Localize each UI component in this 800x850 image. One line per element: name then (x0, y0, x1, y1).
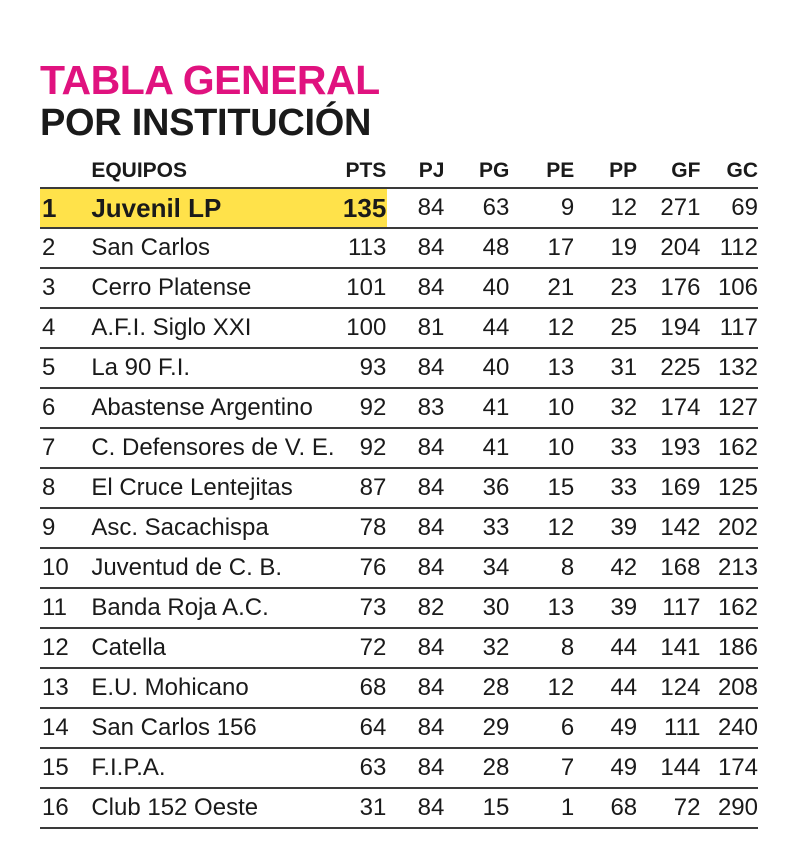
cell-gc: 290 (700, 788, 758, 828)
cell-pg: 36 (444, 468, 509, 508)
cell-gc: 127 (700, 388, 758, 428)
table-row (40, 388, 758, 428)
cell-pts: 92 (335, 428, 388, 468)
table-row (40, 428, 758, 468)
cell-gf: 194 (637, 308, 700, 348)
cell-gf: 144 (637, 748, 700, 788)
cell-pj: 84 (387, 508, 444, 548)
cell-pp: 39 (574, 588, 637, 628)
cell-team: San Carlos 156 (91, 708, 334, 748)
page-subtitle: POR INSTITUCIÓN (40, 102, 372, 144)
cell-pg: 32 (444, 628, 509, 668)
cell-rank: 10 (40, 548, 91, 588)
table-row (40, 668, 758, 708)
header-pp: PP (609, 158, 638, 182)
cell-gc: 162 (700, 588, 758, 628)
cell-pp: 44 (574, 668, 637, 708)
cell-team: Juventud de C. B. (91, 548, 334, 588)
cell-team: Juvenil LP (91, 188, 334, 228)
cell-gc: 162 (700, 428, 758, 468)
cell-gf: 176 (637, 268, 700, 308)
cell-pg: 40 (444, 348, 509, 388)
header-gf: GF (671, 158, 701, 182)
cell-gc: 69 (700, 188, 758, 228)
cell-pp: 25 (574, 308, 637, 348)
cell-pts: 68 (335, 668, 388, 708)
cell-pj: 84 (387, 268, 444, 308)
cell-pe: 13 (509, 588, 574, 628)
cell-pe: 17 (509, 228, 574, 268)
cell-rank: 13 (40, 668, 91, 708)
cell-pj: 82 (387, 588, 444, 628)
cell-rank: 16 (40, 788, 91, 828)
cell-rank: 9 (40, 508, 91, 548)
cell-gf: 174 (637, 388, 700, 428)
cell-pg: 28 (444, 748, 509, 788)
cell-pp: 49 (574, 708, 637, 748)
cell-gf: 271 (637, 188, 700, 228)
cell-rank: 14 (40, 708, 91, 748)
cell-pj: 84 (387, 188, 444, 228)
header-pg: PG (478, 158, 510, 182)
cell-team: E.U. Mohicano (91, 668, 334, 708)
cell-pts: 101 (335, 268, 388, 308)
cell-pj: 83 (387, 388, 444, 428)
cell-pj: 84 (387, 668, 444, 708)
cell-pg: 48 (444, 228, 509, 268)
cell-gf: 142 (637, 508, 700, 548)
cell-pp: 19 (574, 228, 637, 268)
cell-pj: 81 (387, 308, 444, 348)
table-row (40, 708, 758, 748)
cell-team: A.F.I. Siglo XXI (91, 308, 334, 348)
cell-pg: 15 (444, 788, 509, 828)
cell-pe: 10 (509, 428, 574, 468)
table-row (40, 628, 758, 668)
cell-pj: 84 (387, 468, 444, 508)
cell-gf: 117 (637, 588, 700, 628)
cell-pj: 84 (387, 228, 444, 268)
header-pj: PJ (418, 158, 445, 182)
cell-pe: 1 (509, 788, 574, 828)
cell-pe: 12 (509, 308, 574, 348)
cell-pp: 23 (574, 268, 637, 308)
cell-pe: 9 (509, 188, 574, 228)
cell-pj: 84 (387, 708, 444, 748)
cell-gf: 72 (637, 788, 700, 828)
cell-pg: 33 (444, 508, 509, 548)
cell-gc: 125 (700, 468, 758, 508)
cell-gc: 186 (700, 628, 758, 668)
cell-team: El Cruce Lentejitas (91, 468, 334, 508)
table-row (40, 588, 758, 628)
cell-pe: 12 (509, 668, 574, 708)
cell-team: Cerro Platense (91, 268, 334, 308)
cell-gc: 208 (700, 668, 758, 708)
cell-pe: 13 (509, 348, 574, 388)
cell-rank: 2 (40, 228, 91, 268)
cell-gf: 124 (637, 668, 700, 708)
cell-team: Abastense Argentino (91, 388, 334, 428)
cell-rank: 11 (40, 588, 91, 628)
table-row (40, 468, 758, 508)
table-body (40, 188, 758, 828)
cell-pe: 12 (509, 508, 574, 548)
table-row (40, 308, 758, 348)
cell-pg: 44 (444, 308, 509, 348)
cell-gc: 112 (700, 228, 758, 268)
cell-pts: 63 (335, 748, 388, 788)
table-row (40, 788, 758, 828)
standings-panel (40, 58, 760, 829)
cell-gc: 240 (700, 708, 758, 748)
header-pe: PE (546, 158, 575, 182)
cell-pe: 15 (509, 468, 574, 508)
cell-pj: 84 (387, 788, 444, 828)
cell-gf: 141 (637, 628, 700, 668)
header-gc: GC (726, 158, 758, 182)
cell-gc: 117 (700, 308, 758, 348)
cell-team: C. Defensores de V. E. (91, 428, 334, 468)
header-team: EQUIPOS (91, 158, 188, 182)
cell-pj: 84 (387, 628, 444, 668)
table-row (40, 348, 758, 388)
cell-pts: 73 (335, 588, 388, 628)
cell-team: Club 152 Oeste (91, 788, 334, 828)
cell-pj: 84 (387, 748, 444, 788)
cell-pg: 30 (444, 588, 509, 628)
cell-rank: 12 (40, 628, 91, 668)
cell-pj: 84 (387, 428, 444, 468)
cell-pp: 33 (574, 428, 637, 468)
cell-rank: 4 (40, 308, 91, 348)
cell-pts: 92 (335, 388, 388, 428)
cell-pg: 40 (444, 268, 509, 308)
cell-pj: 84 (387, 548, 444, 588)
cell-pp: 32 (574, 388, 637, 428)
cell-team: F.I.P.A. (91, 748, 334, 788)
cell-pp: 33 (574, 468, 637, 508)
cell-rank: 15 (40, 748, 91, 788)
cell-pg: 41 (444, 428, 509, 468)
cell-gf: 204 (637, 228, 700, 268)
cell-pp: 12 (574, 188, 637, 228)
table-row (40, 508, 758, 548)
cell-rank: 7 (40, 428, 91, 468)
cell-gc: 174 (700, 748, 758, 788)
header-rank (40, 154, 91, 188)
cell-pg: 41 (444, 388, 509, 428)
table-header-row (40, 154, 758, 188)
cell-pp: 31 (574, 348, 637, 388)
cell-team: Asc. Sacachispa (91, 508, 334, 548)
cell-pp: 44 (574, 628, 637, 668)
cell-pp: 68 (574, 788, 637, 828)
cell-pe: 8 (509, 548, 574, 588)
cell-team: La 90 F.I. (91, 348, 334, 388)
table-row (40, 548, 758, 588)
cell-pe: 21 (509, 268, 574, 308)
cell-pts: 78 (335, 508, 388, 548)
cell-gf: 111 (637, 708, 700, 748)
cell-pts: 72 (335, 628, 388, 668)
cell-rank: 6 (40, 388, 91, 428)
cell-gf: 225 (637, 348, 700, 388)
cell-pp: 42 (574, 548, 637, 588)
cell-pg: 34 (444, 548, 509, 588)
cell-pts: 100 (335, 308, 388, 348)
table-row (40, 748, 758, 788)
cell-pts: 31 (335, 788, 388, 828)
cell-pts: 76 (335, 548, 388, 588)
table-row (40, 228, 758, 268)
cell-gc: 132 (700, 348, 758, 388)
cell-gf: 193 (637, 428, 700, 468)
table-row (40, 268, 758, 308)
cell-pe: 7 (509, 748, 574, 788)
table-row-leader (40, 188, 758, 228)
cell-pe: 10 (509, 388, 574, 428)
cell-gc: 202 (700, 508, 758, 548)
header-pts: PTS (345, 158, 387, 182)
standings-table (40, 154, 758, 829)
cell-rank: 3 (40, 268, 91, 308)
cell-pg: 63 (444, 188, 509, 228)
cell-pg: 28 (444, 668, 509, 708)
cell-pts: 87 (335, 468, 388, 508)
cell-gf: 168 (637, 548, 700, 588)
page-title: TABLA GENERAL (40, 57, 380, 103)
cell-rank: 8 (40, 468, 91, 508)
cell-pp: 49 (574, 748, 637, 788)
cell-pts: 93 (335, 348, 388, 388)
cell-pp: 39 (574, 508, 637, 548)
cell-pe: 8 (509, 628, 574, 668)
cell-pe: 6 (509, 708, 574, 748)
cell-rank: 5 (40, 348, 91, 388)
cell-pts: 64 (335, 708, 388, 748)
cell-pg: 29 (444, 708, 509, 748)
cell-pts: 113 (335, 228, 388, 268)
cell-gc: 213 (700, 548, 758, 588)
cell-gc: 106 (700, 268, 758, 308)
cell-pts: 135 (335, 188, 388, 228)
cell-gf: 169 (637, 468, 700, 508)
cell-team: San Carlos (91, 228, 334, 268)
cell-rank: 1 (40, 188, 91, 228)
cell-team: Banda Roja A.C. (91, 588, 334, 628)
cell-team: Catella (91, 628, 334, 668)
cell-pj: 84 (387, 348, 444, 388)
